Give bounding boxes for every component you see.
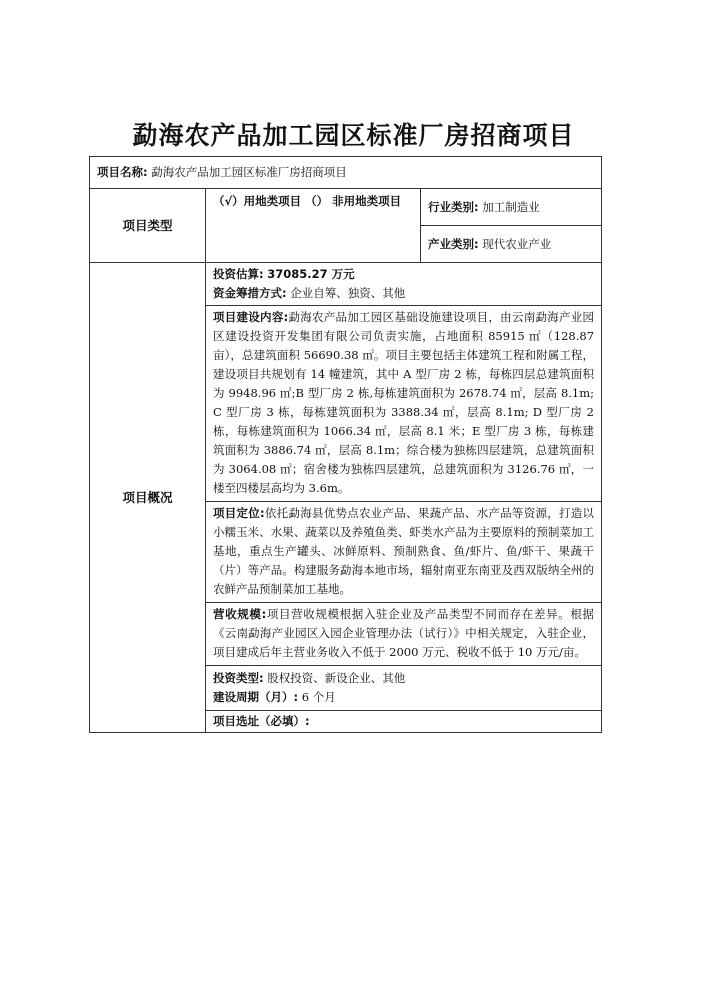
category-value: 现代农业产业 xyxy=(482,236,552,251)
revenue-cell xyxy=(206,603,602,666)
project-type-row xyxy=(90,189,602,226)
construction-label: 项目建设内容: xyxy=(213,310,289,324)
project-name-label: 项目名称: xyxy=(97,165,148,179)
positioning-cell xyxy=(206,502,602,603)
invest-type-label: 投资类型: xyxy=(213,671,264,685)
overview-row xyxy=(90,263,602,306)
page-title: 勐海农产品加工园区标准厂房招商项目 xyxy=(132,121,575,150)
invest-type-value: 股权投资、新设企业、其他 xyxy=(267,671,406,685)
construction-cell xyxy=(206,306,602,502)
funding-label: 资金筹措方式: xyxy=(213,286,287,300)
positioning-value: 依托勐海县优势点农业产品、果蔬产品、水产品等资源，打造以小糯玉米、水果、蔬菜以及养殖鱼类、虾类水产品为主要原料的预制菜加工基地，重点生产罐头、冰鲜原料、预制熟食、鱼/虾片、鱼/虾干、果蔬干（片）等产品。构建服务勐海本地市场，辐射南亚东南亚及西双版纳全州的农鲜产品预制菜加工基地。 xyxy=(213,506,595,596)
positioning-label: 项目定位: xyxy=(213,506,265,520)
project-name-row xyxy=(90,157,602,189)
investment-cell xyxy=(206,263,602,306)
project-type-label: 项目类型 xyxy=(90,189,206,263)
industry-label: 行业类别: xyxy=(428,199,479,214)
period-label: 建设周期（月）: xyxy=(213,690,299,704)
period-value: 6 个月 xyxy=(301,690,336,704)
invest-type-cell xyxy=(206,666,602,711)
industry-cell xyxy=(421,189,602,226)
site-cell xyxy=(206,711,602,733)
category-label: 产业类别: xyxy=(428,236,479,251)
project-table xyxy=(89,156,602,733)
investment-value: 37085.27 万元 xyxy=(267,267,355,281)
investment-label: 投资估算: xyxy=(213,267,264,281)
land-type-options: （√）用地类项目 （） 非用地类项目 xyxy=(206,189,421,263)
construction-value: 勐海农产品加工园区基础设施建设项目，由云南勐海产业园区建设投资开发集团有限公司负责实施，占地面积 85915 ㎡（128.87 亩），总建筑面积 56690.38 ㎡。项目主要包括主体建筑工程和附属工程，建设项目共规划有 14 幢建筑，其中 A 型厂房 2 栋，每栋四层总建筑面积为 9948.96 ㎡;B 型厂房 2 栋,每栋建筑面积为 2678.74 ㎡，层高 8.1m; C 型厂房 3 栋，每栋建筑面积为 3388.34 ㎡，层高 8.1m; D 型厂房 2 栋，每栋建筑面积为 1066.34 ㎡，层高 8.1 米；E 型厂房 3 栋，每栋建筑面积为 3886.74 ㎡，层高 8.1m；综合楼为独栋四层建筑，总建筑面积为 3064.08 ㎡；宿舍楼为独栋四层建筑，总建筑面积为 3126.76 ㎡，一楼至四楼层高均为 3.6m。 xyxy=(213,310,595,495)
overview-label: 项目概况 xyxy=(90,263,206,733)
revenue-value: 项目营收规模根据入驻企业及产品类型不同而存在差异。根据《云南勐海产业园区入园企业管理办法（试行）》中相关规定，入驻企业，项目建成后年主营业务收入不低于 2000 万元、税收不低于 10 万元/亩。 xyxy=(213,607,595,659)
site-label: 项目选址（必填）: xyxy=(213,714,310,728)
funding-value: 企业自筹、独资、其他 xyxy=(290,286,406,300)
project-name-value: 勐海农产品加工园区标准厂房招商项目 xyxy=(151,165,347,179)
industry-value: 加工制造业 xyxy=(482,199,540,214)
revenue-label: 营收规模: xyxy=(213,607,267,621)
category-cell xyxy=(421,226,602,263)
